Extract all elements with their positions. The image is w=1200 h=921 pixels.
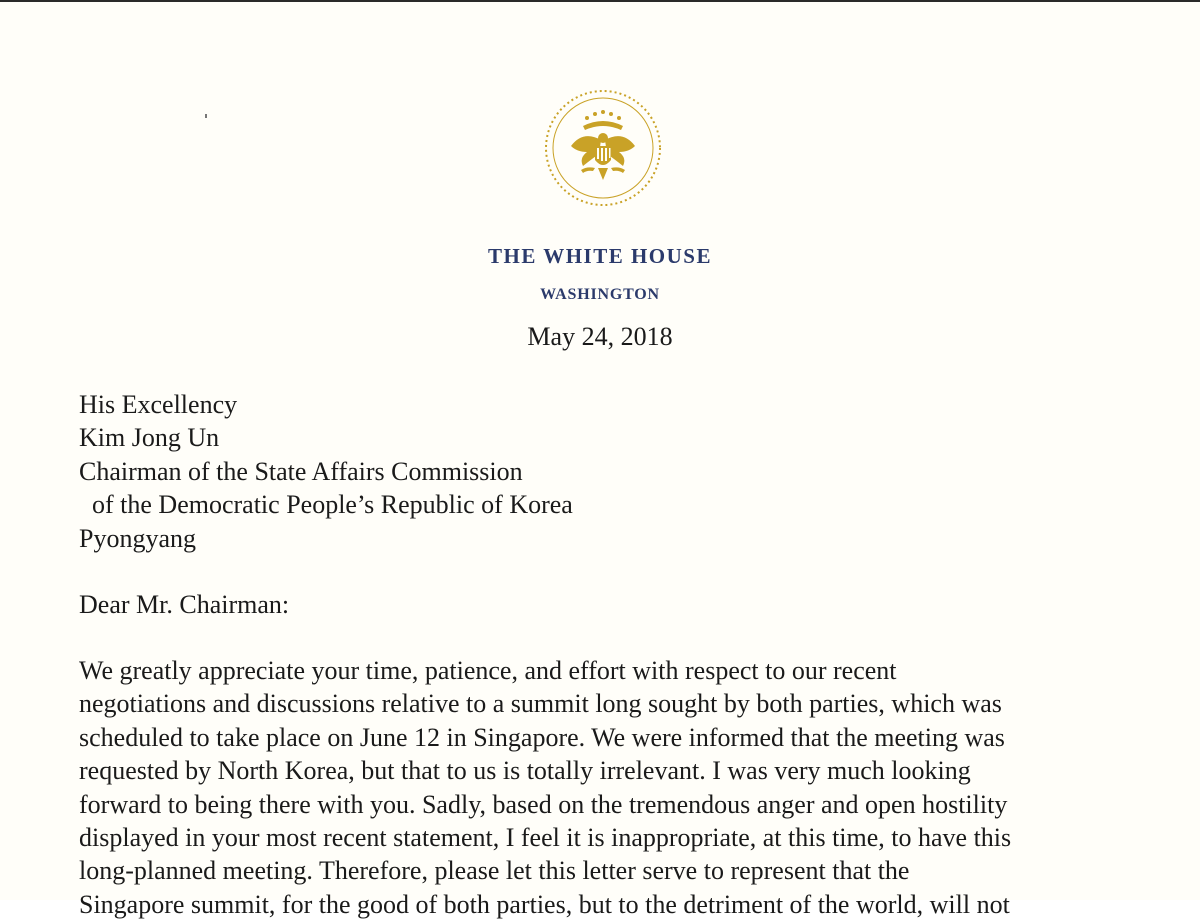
body-line: scheduled to take place on June 12 in Singapore. We were informed that the meeting was [79, 722, 1005, 752]
body-line: Singapore summit, for the good of both parties, but to the detriment of the world, will not [79, 889, 1010, 919]
recipient-address [79, 388, 573, 555]
page-top-edge [0, 0, 1200, 2]
address-line: of the Democratic People’s Republic of Korea [92, 490, 573, 520]
address-line: Pyongyang [79, 523, 196, 553]
letterhead-title: THE WHITE HOUSE [487, 244, 712, 268]
address-line: Kim Jong Un [79, 423, 220, 453]
address-line: Chairman of the State Affairs Commission [79, 456, 523, 486]
salutation: Dear Mr. Chairman: [79, 590, 290, 619]
presidential-seal-icon [543, 88, 663, 208]
body-line: requested by North Korea, but that to us is totally irrelevant. I was very much looking [79, 756, 971, 786]
body-line: forward to being there with you. Sadly, based on the tremendous anger and open hostility [79, 789, 1008, 819]
letter-body [79, 654, 1011, 921]
body-line: displayed in your most recent statement, I feel it is inappropriate, at this time, to have this [79, 822, 1012, 852]
scan-speck [205, 114, 207, 118]
letterhead-subtitle: WASHINGTON [540, 286, 660, 303]
body-line: negotiations and discussions relative to a summit long sought by both parties, which was [79, 689, 1002, 719]
body-line: long-planned meeting. Therefore, please let this letter serve to represent that the [79, 856, 910, 886]
letter-date: May 24, 2018 [527, 322, 673, 351]
address-line: His Excellency [79, 390, 238, 419]
body-line: We greatly appreciate your time, patience, and effort with respect to our recent [79, 656, 897, 685]
